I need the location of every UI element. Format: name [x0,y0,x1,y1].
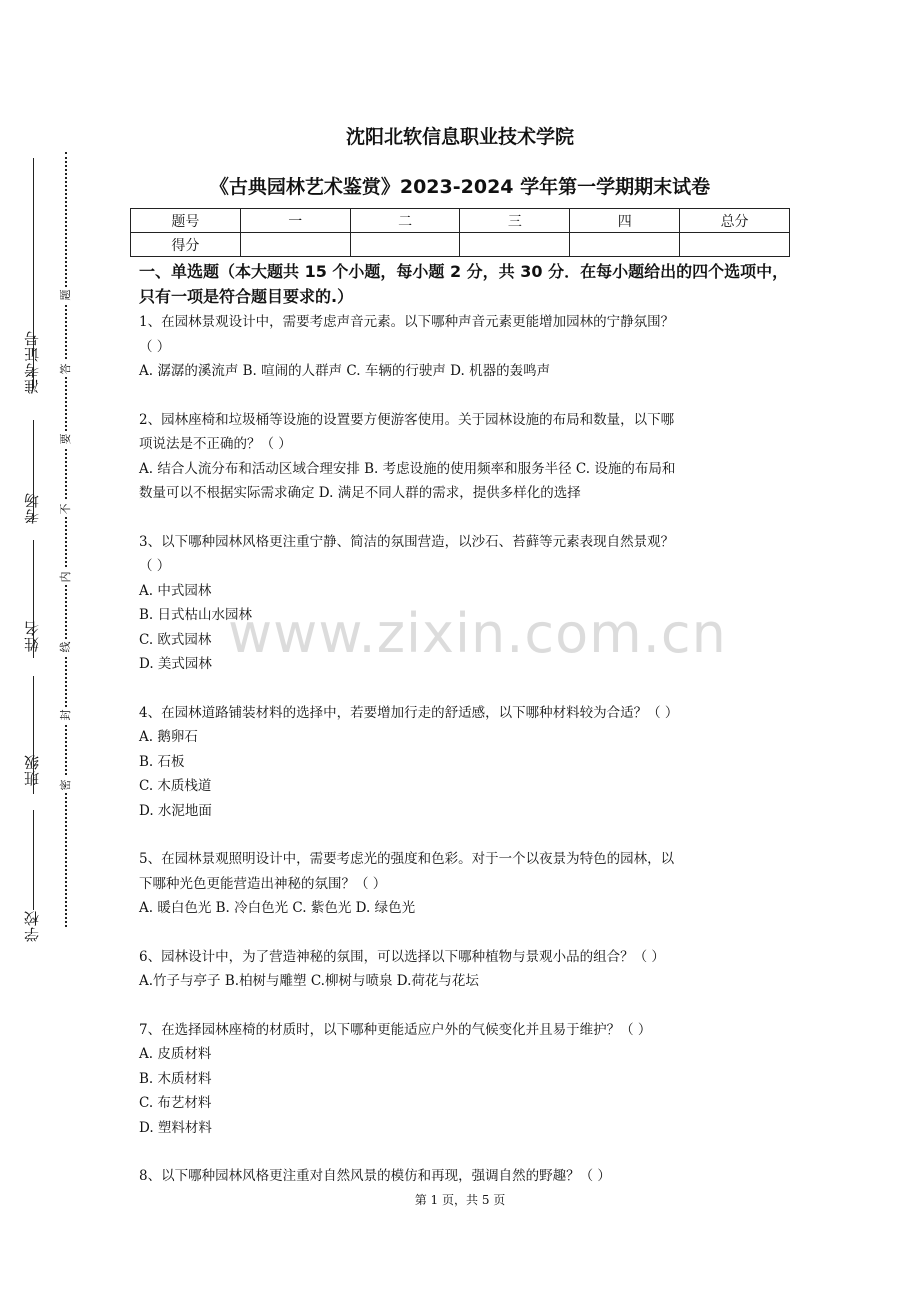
seal-char: 题 [59,287,73,303]
question-text: 下哪种光色更能营造出神秘的氛围？（ ） [139,875,387,892]
binding-label-school: 学校 [23,910,41,942]
question-option: B. 木质材料 [139,1070,212,1087]
question-list [139,310,789,1189]
binding-label-exam-no: 准考证号 [23,330,41,394]
question-option: D. 水泥地面 [139,802,212,819]
binding-line-school [33,810,34,910]
question-text: 8、以下哪种园林风格更注重对自然风景的模仿和再现，强调自然的野趣？（ ） [139,1168,611,1184]
watermark: www.zixin.com.cn [228,602,727,665]
question-block [139,701,789,824]
question-option: A. 中式园林 [139,582,212,599]
score-table-cell: 得分 [131,233,241,257]
score-table-cell: 四 [570,209,680,233]
seal-char: 封 [59,707,73,723]
binding-label-class: 班级 [23,754,41,786]
question-block [139,310,789,384]
binding-label-name: 姓名 [23,620,41,652]
score-table [130,208,790,257]
question-text: 5、在园林景观照明设计中，需要考虑光的强度和色彩。对于一个以夜景为特色的园林，以 [139,851,675,867]
question-block [139,847,789,921]
question-text: 7、在选择园林座椅的材质时，以下哪种更能适应户外的气候变化并且易于维护？（ ） [139,1021,652,1038]
question-text: 1、在园林景观设计中，需要考虑声音元素。以下哪种声音元素更能增加园林的宁静氛围？ [139,314,675,330]
question-text: 2、园林座椅和垃圾桶等设施的设置要方便游客使用。关于园林设施的布局和数量，以下哪 [139,411,675,428]
score-table-cell: 三 [460,209,570,233]
question-options-line: A.竹子与亭子 B.柏树与雕塑 C.柳树与喷泉 D.荷花与花坛 [139,973,479,989]
question-text: 4、在园林道路铺装材料的选择中，若要增加行走的舒适感，以下哪种材料较为合适？（ ） [139,704,679,721]
question-options-line: A. 潺潺的溪流声 B. 喧闹的人群声 C. 车辆的行驶声 D. 机器的轰鸣声 [139,363,551,379]
question-options-line: A. 暖白色光 B. 冷白色光 C. 紫色光 D. 绿色光 [139,900,416,916]
question-option: C. 布艺材料 [139,1095,212,1111]
exam-title: 《古典园林艺术鉴赏》2023-2024 学年第一学期期末试卷 [209,176,711,198]
question-option: C. 木质栈道 [139,778,212,794]
score-blank-cell[interactable] [460,233,570,257]
question-option: A. 鹅卵石 [139,729,198,745]
question-block [139,1164,789,1189]
question-option: D. 美式园林 [139,656,212,672]
seal-char: 线 [59,639,73,655]
section-heading: 一、单选题（本大题共 15 个小题，每小题 2 分，共 30 分．在每小题给出的四个选项中，只有一项是符合题目要求的.） [139,262,789,306]
seal-char: 要 [59,431,73,447]
question-block [139,945,789,994]
question-options-line: 数量可以不根据实际需求确定 D. 满足不同人群的需求，提供多样化的选择 [139,485,581,501]
question-block [139,408,789,506]
seal-char: 答 [59,361,73,377]
question-block [139,1018,789,1141]
score-table-cell: 题号 [131,209,241,233]
question-text: （ ） [139,558,171,574]
question-text: （ ） [139,338,171,355]
score-table-score-row [131,233,790,257]
question-option: A. 皮质材料 [139,1046,212,1062]
question-text: 6、园林设计中，为了营造神秘的氛围，可以选择以下哪种植物与景观小品的组合？（ ） [139,948,665,965]
exam-content [139,259,789,1213]
question-option: B. 日式枯山水园林 [139,607,253,623]
question-option: C. 欧式园林 [139,631,212,648]
question-options-line: A. 结合人流分布和活动区域合理安排 B. 考虑设施的使用频率和服务半径 C. 设施的布局和 [139,460,676,477]
binding-label-exam-room: 考场 [23,492,41,524]
page-footer: 第 1 页，共 5 页 [414,1193,506,1207]
seal-char: 内 [59,569,73,585]
question-option: B. 石板 [139,753,185,770]
score-blank-cell[interactable] [240,233,350,257]
question-text: 3、以下哪种园林风格更注重宁静、简洁的氛围营造，以沙石、苔藓等元素表现自然景观？ [139,533,675,550]
seal-dotted-line [65,152,67,927]
score-table-cell: 二 [350,209,460,233]
seal-char: 密 [59,777,73,793]
score-table-header-row [131,209,790,233]
score-table-cell: 总分 [680,209,790,233]
question-option: D. 塑料材料 [139,1119,212,1136]
question-text: 项说法是不正确的？（ ） [139,436,292,452]
score-blank-cell[interactable] [350,233,460,257]
seal-char: 不 [59,501,73,517]
score-blank-cell[interactable] [680,233,790,257]
score-blank-cell[interactable] [570,233,680,257]
score-table-cell: 一 [240,209,350,233]
school-name: 沈阳北软信息职业技术学院 [345,126,574,148]
